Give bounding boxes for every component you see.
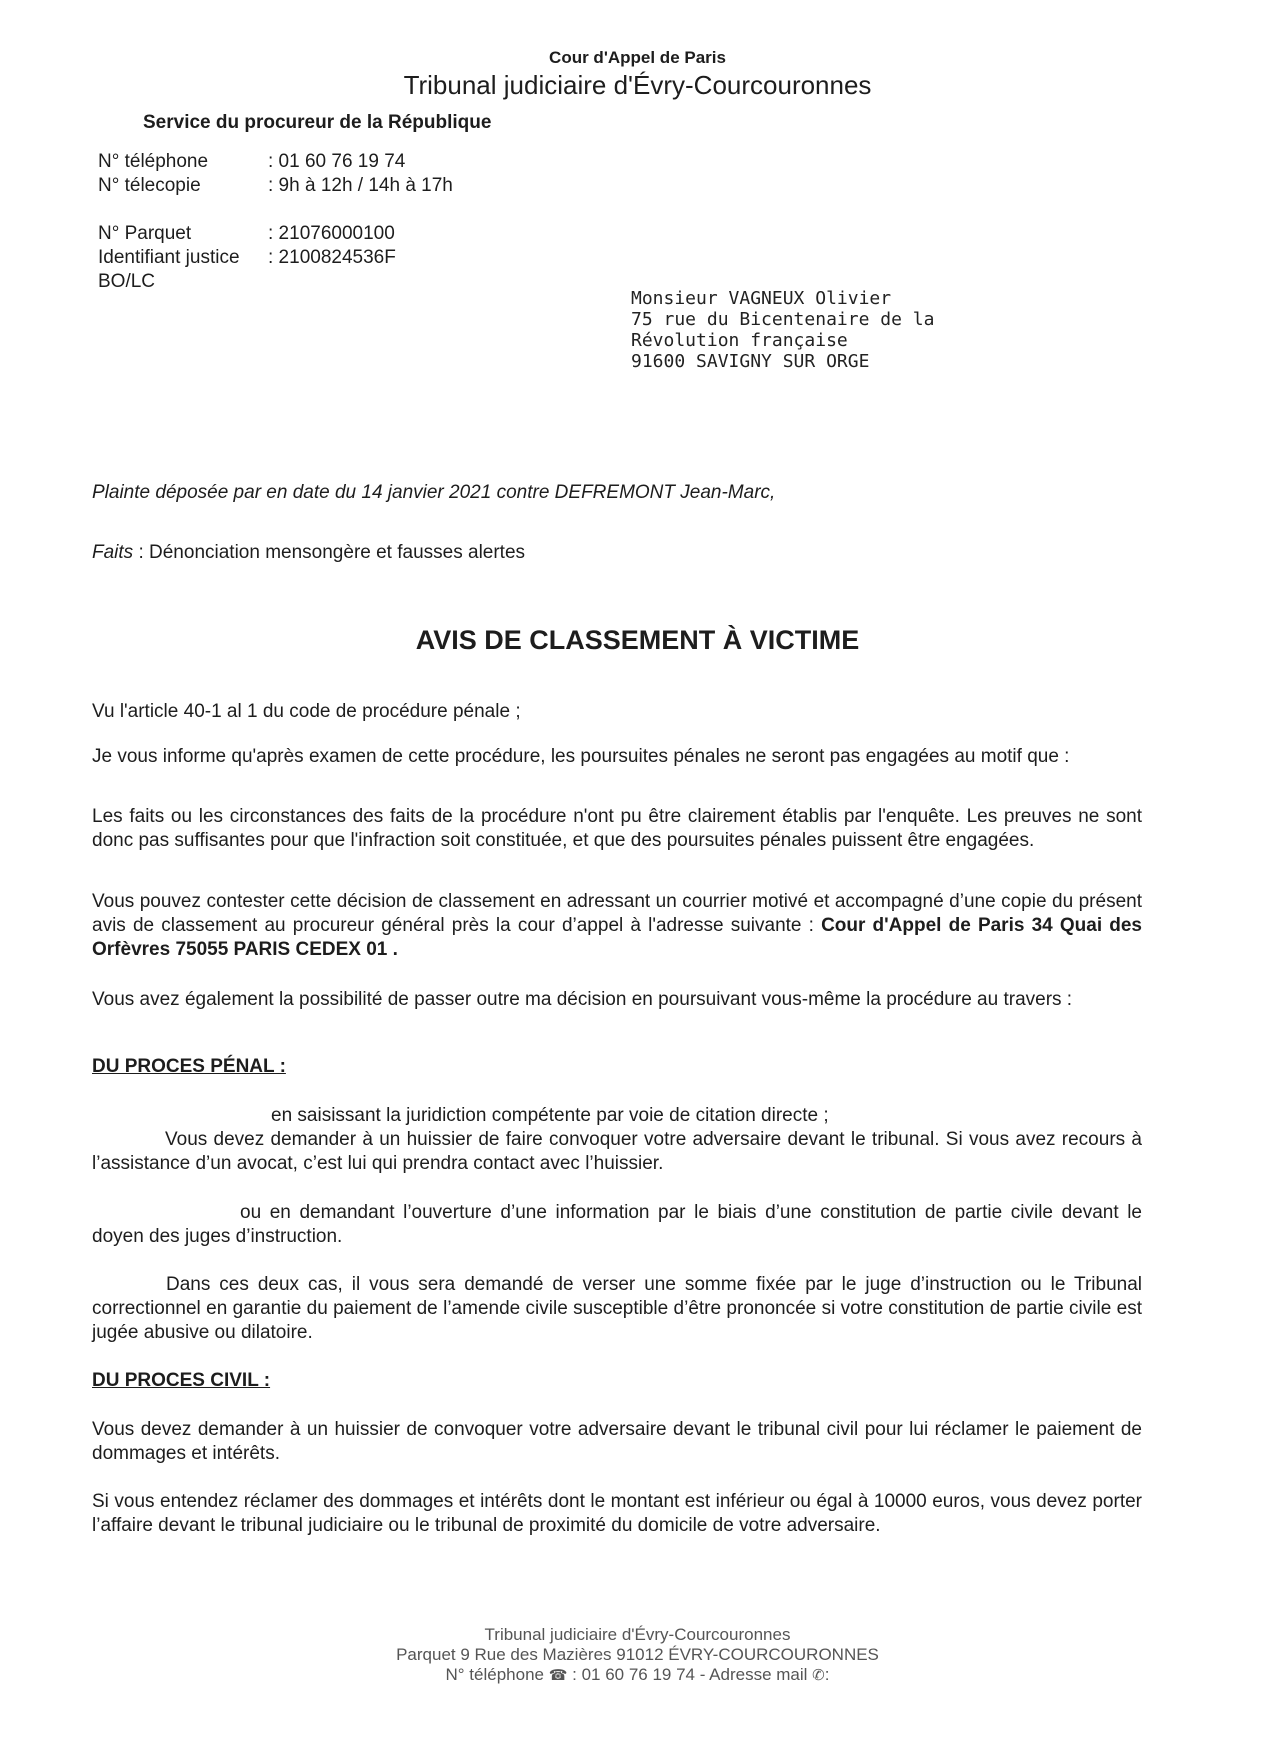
document-title: AVIS DE CLASSEMENT À VICTIME bbox=[415, 625, 860, 655]
paragraph: Vous avez également la possibilité de passer outre ma décision en poursuivant vous-même la procédure au travers : bbox=[92, 989, 1073, 1010]
fax-value: : 9h à 12h / 14h à 17h bbox=[268, 175, 453, 196]
justice-id-label: Identifiant justice bbox=[98, 247, 240, 268]
mail-icon: ✆ bbox=[812, 1667, 825, 1684]
footer-contact bbox=[0, 1665, 1275, 1686]
paragraph: Vous devez demander à un huissier de convoquer votre adversaire devant le tribunal civil pour lui réclamer le paiement de dommages et intérêts. bbox=[92, 1419, 1142, 1464]
reference: BO/LC bbox=[98, 271, 156, 292]
paragraph: Dans ces deux cas, il vous sera demandé de verser une somme fixée par le juge d’instruction ou le Tribunal correctionnel en garantie du paiement de l’amende civile susceptible d’être prononcée si votre constitution de partie civile est jugée abusive ou dilatoire. bbox=[92, 1274, 1142, 1343]
parquet-value: : 21076000100 bbox=[268, 223, 395, 244]
court-name: Cour d'Appel de Paris bbox=[549, 48, 726, 67]
recipient-line: Révolution française bbox=[631, 330, 848, 351]
justice-id-value: : 2100824536F bbox=[268, 247, 396, 268]
recipient-line: 91600 SAVIGNY SUR ORGE bbox=[631, 351, 870, 372]
fax-label: N° télecopie bbox=[98, 175, 201, 196]
footer-phone-label: N° téléphone bbox=[445, 1665, 549, 1684]
recipient-line: 75 rue du Bicentenaire de la bbox=[631, 309, 935, 330]
footer-tribunal: Tribunal judiciaire d'Évry-Courcouronnes bbox=[484, 1625, 791, 1644]
paragraph: Si vous entendez réclamer des dommages et intérêts dont le montant est inférieur ou égal à 10000 euros, vous devez porter l’affaire devant le tribunal judiciaire ou le tribunal de proximité du domicile de votre adversaire. bbox=[92, 1491, 1142, 1536]
service-name: Service du procureur de la République bbox=[143, 112, 492, 133]
paragraph: Je vous informe qu'après examen de cette procédure, les poursuites pénales ne seront pas engagées au motif que : bbox=[92, 746, 1070, 767]
paragraph: Vous devez demander à un huissier de faire convoquer votre adversaire devant le tribunal. Si vous avez recours à l’assistance d’un avocat, c’est lui qui prendra contact avec l’huissier. bbox=[92, 1129, 1142, 1174]
facts-line bbox=[92, 541, 1142, 565]
phone-value: : 01 60 76 19 74 bbox=[268, 151, 406, 172]
paragraph: Vu l'article 40-1 al 1 du code de procédure pénale ; bbox=[92, 701, 521, 722]
contest-text: Vous pouvez contester cette décision de classement en adressant un courrier motivé et accompagné d’une copie du présent avis de classement au procureur général près la cour d’appel à l'adresse suivante : bbox=[92, 891, 1142, 936]
paragraph bbox=[92, 890, 1142, 962]
civil-heading: DU PROCES CIVIL : bbox=[92, 1370, 271, 1391]
phone-label: N° téléphone bbox=[98, 151, 209, 172]
phone-icon: ☎ bbox=[548, 1667, 568, 1684]
footer-phone-value: : 01 60 76 19 74 - Adresse mail bbox=[567, 1665, 813, 1684]
court-address: Cour d'Appel de Paris 34 Quai des Orfèvres 75055 PARIS CEDEX 01 . bbox=[92, 915, 1142, 960]
footer-mail-value: : bbox=[824, 1665, 830, 1684]
recipient-address bbox=[631, 288, 934, 372]
parquet-label: N° Parquet bbox=[98, 223, 192, 244]
footer-address: Parquet 9 Rue des Mazières 91012 ÉVRY-COURCOURONNES bbox=[396, 1645, 879, 1664]
paragraph: ou en demandant l’ouverture d’une information par le biais d’une constitution de partie civile devant le doyen des juges d’instruction. bbox=[92, 1202, 1142, 1247]
paragraph: en saisissant la juridiction compétente par voie de citation directe ; bbox=[271, 1105, 829, 1126]
facts-value: : Dénonciation mensongère et fausses alertes bbox=[133, 542, 526, 563]
paragraph: Les faits ou les circonstances des faits de la procédure n'ont pu être clairement établis par l'enquête. Les preuves ne sont donc pas suffisantes pour que l'infraction soit constituée, et que des poursuites pénales puissent être engagées. bbox=[92, 806, 1142, 851]
facts-label: Faits bbox=[92, 542, 134, 563]
complaint-line: Plainte déposée par en date du 14 janvier 2021 contre DEFREMONT Jean-Marc, bbox=[92, 482, 776, 503]
tribunal-name: Tribunal judiciaire d'Évry-Courcouronnes bbox=[403, 70, 872, 100]
penal-heading: DU PROCES PÉNAL : bbox=[92, 1056, 286, 1077]
recipient-line: Monsieur VAGNEUX Olivier bbox=[631, 288, 892, 309]
